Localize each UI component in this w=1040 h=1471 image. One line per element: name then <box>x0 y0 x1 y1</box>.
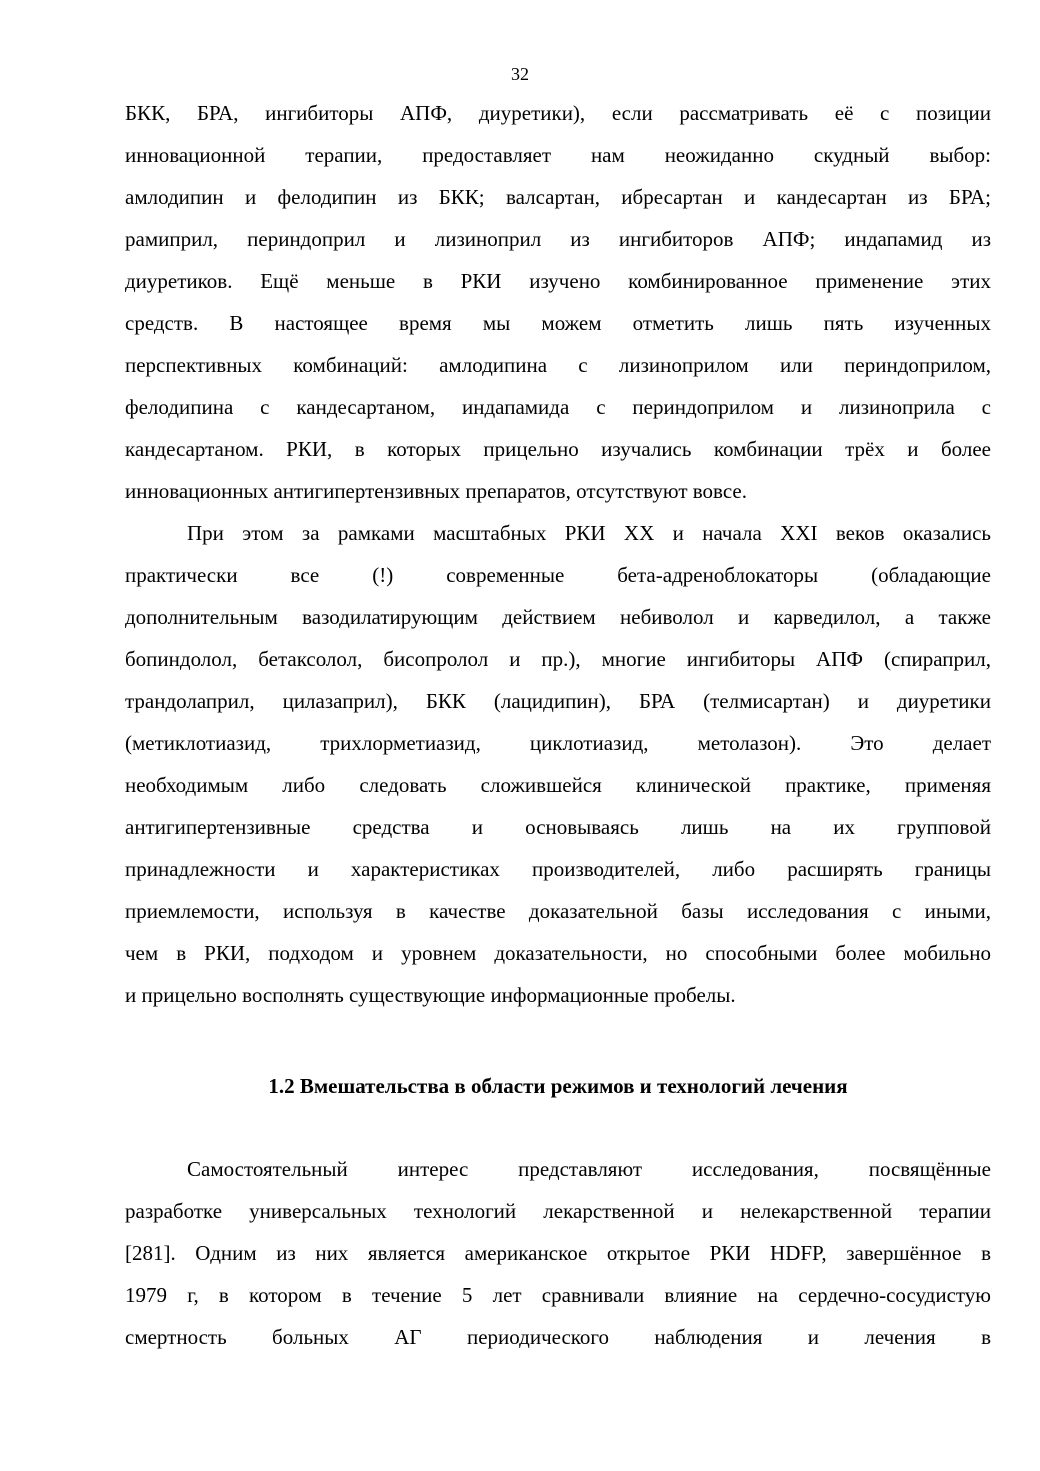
text-line: диуретиков. Ещё меньше в РКИ изучено комбинированное применение этих <box>125 269 991 293</box>
paragraph-2 <box>125 512 991 1016</box>
text-line: разработке универсальных технологий лекарственной и нелекарственной терапии <box>125 1199 991 1223</box>
text-line: приемлемости, используя в качестве доказательной базы исследования с иными, <box>125 899 991 923</box>
body-text <box>125 92 991 1016</box>
text-line: При этом за рамками масштабных РКИ XX и начала XXI веков оказались <box>187 521 991 545</box>
text-line: средств. В настоящее время мы можем отметить лишь пять изученных <box>125 311 991 335</box>
text-line: чем в РКИ, подходом и уровнем доказательности, но способными более мобильно <box>125 941 991 965</box>
text-line: трандолаприл, цилазаприл), БКК (лацидипин), БРА (телмисартан) и диуретики <box>125 689 991 713</box>
text-line: Самостоятельный интерес представляют исследования, посвящённые <box>187 1157 991 1181</box>
text-line: дополнительным вазодилатирующим действием небиволол и карведилол, а также <box>125 605 991 629</box>
text-line: бопиндолол, бетаксолол, бисопролол и пр.), многие ингибиторы АПФ (спираприл, <box>125 647 991 671</box>
text-line: (метиклотиазид, трихлорметиазид, циклотиазид, метолазон). Это делает <box>125 731 991 755</box>
text-line: перспективных комбинаций: амлодипина с лизиноприлом или периндоприлом, <box>125 353 991 377</box>
text-line: кандесартаном. РКИ, в которых прицельно изучались комбинации трёх и более <box>125 437 991 461</box>
text-line: инновационной терапии, предоставляет нам неожиданно скудный выбор: <box>125 143 991 167</box>
text-line: и прицельно восполнять существующие информационные пробелы. <box>125 983 736 1007</box>
page-number: 32 <box>511 64 529 84</box>
body-text-2 <box>125 1148 991 1358</box>
section-heading: 1.2 Вмешательства в области режимов и технологий лечения <box>268 1074 848 1098</box>
text-line: рамиприл, периндоприл и лизиноприл из ингибиторов АПФ; индапамид из <box>125 227 991 251</box>
text-line: принадлежности и характеристиках производителей, либо расширять границы <box>125 857 991 881</box>
text-line: инновационных антигипертензивных препаратов, отсутствуют вовсе. <box>125 479 747 503</box>
text-line: амлодипин и фелодипин из БКК; валсартан, ибресартан и кандесартан из БРА; <box>125 185 991 209</box>
text-line: смертность больных АГ периодического наблюдения и лечения в <box>125 1325 991 1349</box>
paragraph-3 <box>125 1148 991 1358</box>
text-line: [281]. Одним из них является американское открытое РКИ HDFP, завершённое в <box>125 1241 991 1265</box>
paragraph-1 <box>125 92 991 512</box>
text-line: БКК, БРА, ингибиторы АПФ, диуретики), если рассматривать её с позиции <box>125 101 991 125</box>
text-line: 1979 г, в котором в течение 5 лет сравнивали влияние на сердечно-сосудистую <box>125 1283 991 1307</box>
text-line: необходимым либо следовать сложившейся клинической практике, применяя <box>125 773 991 797</box>
text-line: практически все (!) современные бета-адреноблокаторы (обладающие <box>125 563 991 587</box>
text-line: фелодипина с кандесартаном, индапамида с периндоприлом и лизиноприла с <box>125 395 991 419</box>
text-line: антигипертензивные средства и основываясь лишь на их групповой <box>125 815 991 839</box>
